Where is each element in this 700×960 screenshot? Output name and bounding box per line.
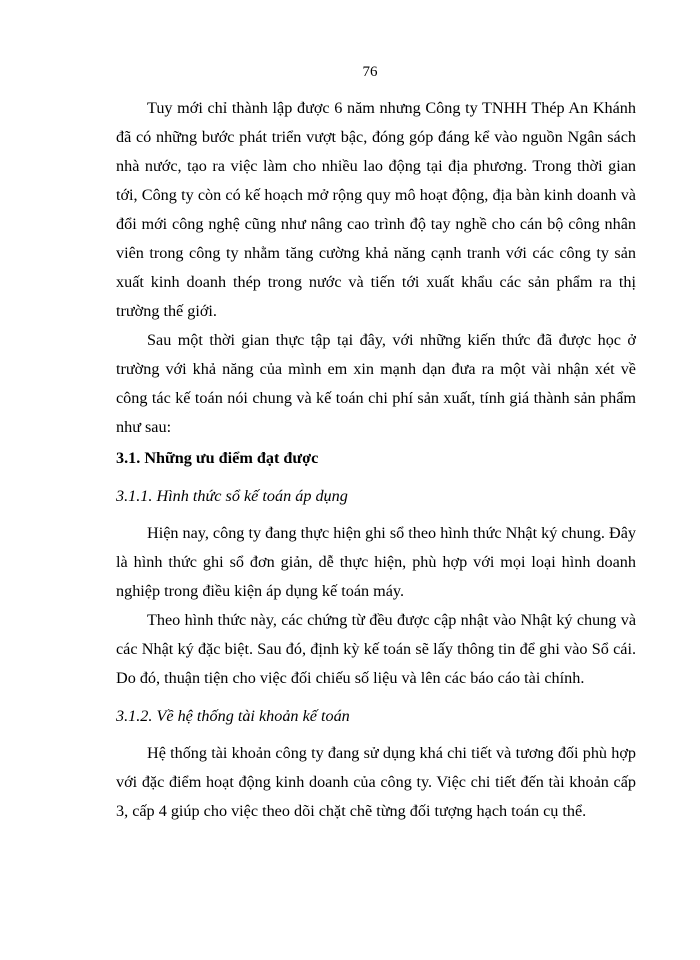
page-number: 76 <box>362 64 378 80</box>
paragraph-account-system: Hệ thống tài khoản công ty đang sử dụng khá chi tiết và tương đối phù hợp với đặc điểm hoạt động kinh doanh của công ty. Việc chi tiết đến tài khoản cấp 3, cấp 4 giúp cho việc theo dõi chặt chẽ từng đối tượng hạch toán cụ thể. <box>116 744 636 820</box>
paragraph-company-development: Tuy mới chỉ thành lập được 6 năm nhưng Công ty TNHH Thép An Khánh đã có những bước phát triển vượt bậc, đóng góp đáng kể vào nguồn Ngân sách nhà nước, tạo ra việc làm cho nhiều lao động tại địa phương. Trong thời gian tới, Công ty còn có kế hoạch mở rộng quy mô hoạt động, địa bàn kinh doanh và đổi mới công nghệ cũng như nâng cao trình độ tay nghề cho cán bộ công nhân viên trong công ty nhằm tăng cường khả năng cạnh tranh với các công ty sản xuất kinh doanh thép trong nước và tiến tới xuất khẩu các sản phẩm ra thị trường thế giới. <box>116 99 636 320</box>
page-content <box>116 94 636 826</box>
paragraph-journal-process: Theo hình thức này, các chứng từ đều được cập nhật vào Nhật ký chung và các Nhật ký đặc biệt. Sau đó, định kỳ kế toán sẽ lấy thông tin để ghi vào Sổ cái. Do đó, thuận tiện cho việc đối chiếu số liệu và lên các báo cáo tài chính. <box>116 611 636 687</box>
section-heading-advantages: 3.1. Những ưu điểm đạt được <box>116 449 319 467</box>
paragraph-internship-remarks: Sau một thời gian thực tập tại đây, với những kiến thức đã được học ở trường với khả năng của mình em xin mạnh dạn đưa ra một vài nhận xét về công tác kế toán nói chung và kế toán chi phí sản xuất, tính giá thành sản phẩm như sau: <box>116 331 636 436</box>
paragraph-general-journal: Hiện nay, công ty đang thực hiện ghi sổ theo hình thức Nhật ký chung. Đây là hình thức ghi sổ đơn giản, dễ thực hiện, phù hợp với mọi loại hình doanh nghiệp trong điều kiện áp dụng kế toán máy. <box>116 524 636 600</box>
subsection-heading-bookkeeping-form: 3.1.1. Hình thức sổ kế toán áp dụng <box>116 487 348 505</box>
subsection-heading-account-system: 3.1.2. Về hệ thống tài khoản kế toán <box>116 707 350 725</box>
